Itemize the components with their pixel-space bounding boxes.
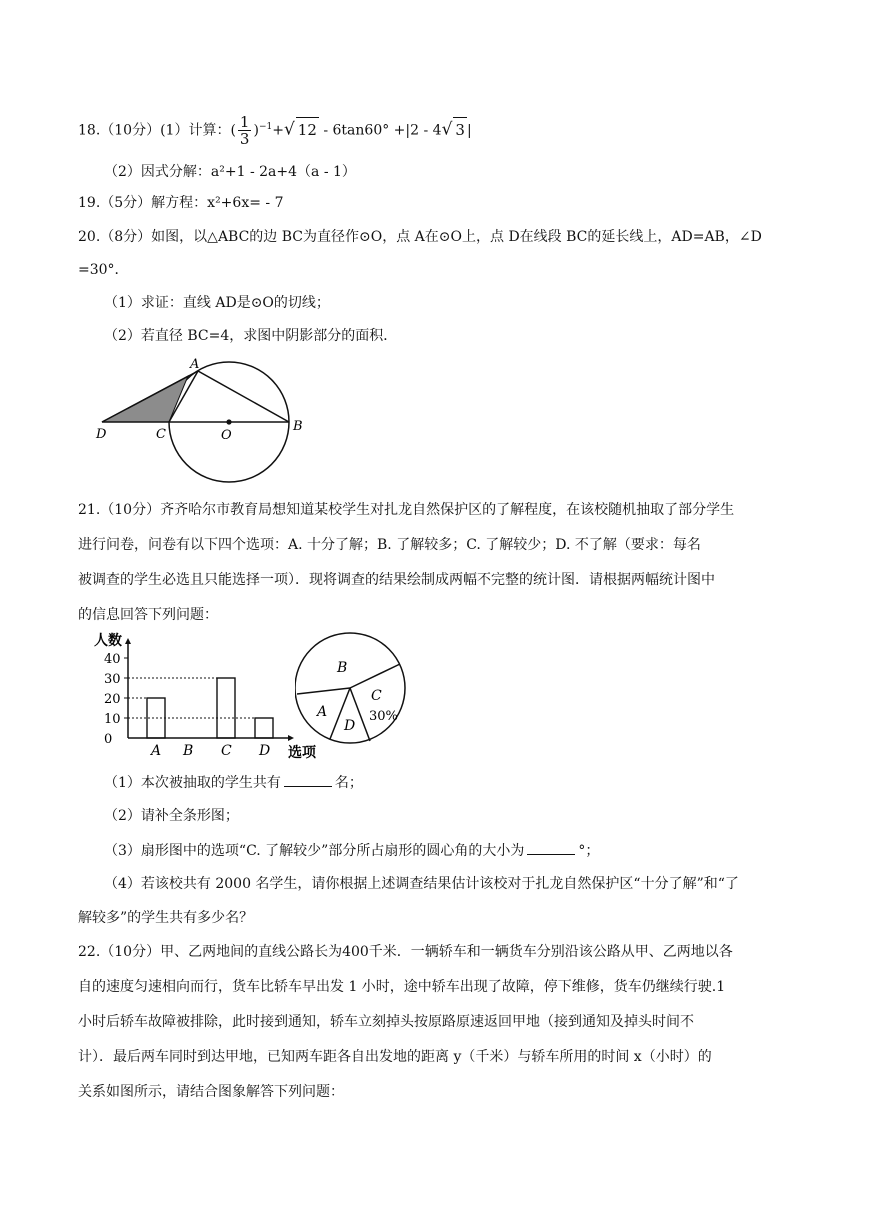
sqrt-12: 12: [296, 117, 319, 142]
pie-divider-ba: [297, 688, 350, 694]
x-tick-label: C: [221, 743, 232, 759]
answer-blank-3[interactable]: [527, 840, 575, 855]
x-axis-arrow: [288, 735, 294, 741]
y-axis-arrow: [125, 638, 131, 644]
pie-label-d: D: [344, 718, 356, 734]
q21-line3: 被调查的学生必选且只能选择一项）．现将调查的结果绘制成两幅不完整的统计图．请根据两幅统计图中: [78, 572, 715, 588]
bar: [255, 718, 273, 738]
q18-line2: （2）因式分解：a²+1 - 2a+4（a - 1）: [104, 164, 356, 180]
y-tick-label: 20: [104, 692, 121, 707]
bar-chart: [88, 628, 328, 762]
exponent: −1: [258, 121, 273, 132]
q21-line4: 的信息回答下列问题：: [78, 607, 218, 623]
q20-sub2: （2）若直径 BC=4，求图中阴影部分的面积．: [104, 328, 398, 344]
q21-sub4-line2: 解较多”的学生共有多少名？: [78, 910, 254, 926]
label-d: D: [96, 427, 107, 442]
pie-label-c: C: [371, 688, 382, 704]
label-o: O: [221, 428, 232, 443]
y-tick-label: 10: [104, 712, 121, 727]
answer-blank-1[interactable]: [284, 772, 332, 787]
pie-divider-bc: [350, 664, 400, 688]
center-point-o: [226, 419, 231, 424]
y-tick-label: 30: [104, 672, 121, 687]
y-tick-label: 0: [104, 732, 113, 747]
q22-line3: 小时后轿车故障被排除，此时接到通知，轿车立刻掉头按原路原速返回甲地（接到通知及掉头时间不: [78, 1014, 694, 1030]
q18-line1: 18.（10分）(1）计算：( $\frac{1}{3}$ )$^{-1}$+√ 12 - 6tan60° +|2 - 4√ 3 |: [78, 113, 472, 148]
pie-chart: [295, 632, 415, 750]
q22-line5: 关系如图所示，请结合图象解答下列问题：: [78, 1084, 344, 1100]
q20-line2: =30°．: [78, 262, 129, 278]
label-c: C: [156, 427, 166, 442]
q20-line1: 20.（8分）如图，以△ABC的边 BC为直径作⊙O，点 A在⊙O上，点 D在线段 BC的延长线上，AD=AB，∠D: [78, 229, 762, 245]
pie-label-c-percent: 30%: [369, 709, 398, 724]
q19-line: 19.（5分）解方程：x²+6x= - 7: [78, 195, 284, 211]
pie-label-a: A: [317, 704, 328, 720]
radical-sign: √: [283, 119, 295, 140]
x-tick-label: D: [259, 743, 271, 759]
line-ab: [198, 371, 289, 422]
q22-line1: 22.（10分）甲、乙两地间的直线公路长为400千米．一辆轿车和一辆货车分别沿该公路从甲、乙两地以各: [78, 944, 733, 960]
q21-sub4-line1: （4）若该校共有 2000 名学生，请你根据上述调查结果估计该校对于扎龙自然保护区“十分了解”和“了: [104, 876, 739, 892]
q20-sub1: （1）求证：直线 AD是⊙O的切线；: [104, 295, 330, 311]
label-b: B: [293, 419, 303, 434]
y-axis-label: 人数: [94, 633, 122, 649]
pie-label-b: B: [337, 660, 348, 676]
label-a: A: [190, 357, 200, 372]
x-tick-label: A: [151, 743, 162, 759]
x-axis-label: 选项: [288, 745, 316, 761]
y-tick-label: 40: [104, 652, 121, 667]
q21-line1: 21.（10分）齐齐哈尔市教育局想知道某校学生对扎龙自然保护区的了解程度，在该校随机抽取了部分学生: [78, 502, 735, 518]
circle-geometry-figure: [90, 350, 330, 490]
q21-sub2: （2）请补全条形图；: [104, 808, 239, 824]
q21-line2: 进行问卷，问卷有以下四个选项：A. 十分了解；B. 了解较多；C. 了解较少；D. 不了解（要求：每名: [78, 537, 701, 553]
q22-line2: 自的速度匀速相向而行，货车比轿车早出发 1 小时，途中轿车出现了故障，停下维修，货车仍继续行驶.1: [78, 979, 726, 995]
q21-sub3: （3）扇形图中的选项“C. 了解较少”部分所占扇形的圆心角的大小为 °；: [104, 840, 599, 861]
sqrt-3: 3: [453, 117, 467, 142]
bar: [217, 678, 235, 738]
x-tick-label: B: [183, 743, 194, 759]
q21-sub1: （1）本次被抽取的学生共有 名；: [104, 772, 363, 793]
fraction-one-third: $\frac{1}{3}$: [239, 113, 250, 148]
q22-line4: 计）．最后两车同时到达甲地，已知两车距各自出发地的距离 y（千米）与轿车所用的时间 x（小时）的: [78, 1049, 712, 1065]
